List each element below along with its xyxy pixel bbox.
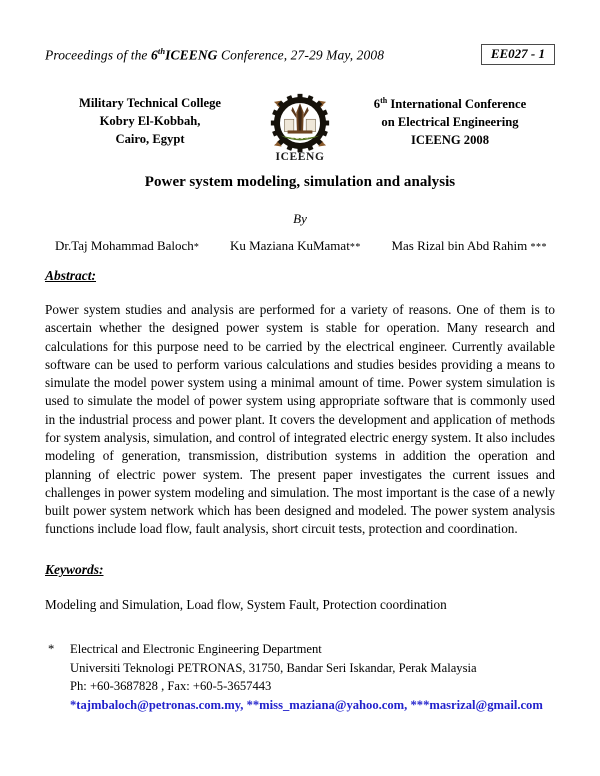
conference-number: 6	[151, 47, 158, 63]
conference-line-2: on Electrical Engineering	[381, 115, 519, 130]
author-name: Dr.Taj Mohammad Baloch	[55, 238, 194, 253]
conference-line-3: ICEENG 2008	[410, 132, 489, 147]
keywords-body: Modeling and Simulation, Load flow, System Fault, Protection coordination	[45, 597, 447, 612]
masthead	[45, 92, 555, 168]
footnote-marker: *	[48, 642, 55, 656]
footnote-contact: Ph: +60-3687828 , Fax: +60-5-3657443	[70, 679, 272, 693]
author-name: Ku Maziana KuMamat	[229, 238, 350, 253]
footnote-address: Universiti Teknologi PETRONAS, 31750, Bandar Seri Iskandar, Perak Malaysia	[70, 660, 477, 675]
keywords-heading: Keywords:	[45, 562, 104, 577]
by-label: By	[293, 211, 307, 226]
footnote-block	[48, 640, 555, 714]
running-head	[45, 44, 555, 65]
author-item	[55, 238, 199, 254]
author-name: Mas Rizal bin Abd Rahim	[391, 238, 531, 253]
conference-ordinal: th	[157, 45, 166, 56]
author-affiliation-marker: ***	[530, 242, 547, 253]
page-title: Power system modeling, simulation and analysis	[144, 174, 456, 190]
conference-block	[345, 92, 555, 150]
author-affiliation-marker: **	[349, 242, 361, 253]
conference-edition-number: 6	[373, 97, 381, 112]
paper-code-badge: EE027 - 1	[481, 44, 555, 65]
institution-block	[45, 92, 255, 149]
institution-line-3: Cairo, Egypt	[115, 131, 185, 146]
logo-caption: ICEENG	[275, 151, 325, 163]
proceedings-suffix: Conference, 27-29 May, 2008	[217, 47, 385, 63]
abstract-heading: Abstract:	[45, 268, 97, 283]
conference-line-1	[345, 95, 555, 114]
author-item	[230, 238, 361, 254]
footnote-department: Electrical and Electronic Engineering Department	[70, 642, 322, 656]
institution-line-1: Military Technical College	[79, 96, 222, 110]
conference-line-1-rest: International Conference	[387, 97, 527, 112]
author-list	[45, 238, 555, 254]
institution-line-2: Kobry El-Kobbah,	[99, 113, 201, 128]
conference-edition-ordinal: th	[380, 96, 388, 105]
abstract-body: Power system studies and analysis are performed for a variety of reasons. One of them is to ascertain whether the designed power system is stable for operation. Many research and calculations for this purpose need to be carried by the electrical engineer. Currently available software can be used to perform various calculations and studies besides providing a means to simulate the model power system using a minimal amount of time. Power system simulation is used to simulate the model of power system using appropriate software that is commonly used in the industrial process and power plant. It covers the development and application of methods for system analysis, simulation, and control of integrated electric energy system. It also includes modeling of generation, transmission, distribution systems in addition the operation and planning of electric power system. The present paper investigates the current issues and challenges in power system modeling and simulation. The most important is the case of a newly built power system network which has been designed and modeled. The power system analysis functions include load flow, fault analysis, short circuit tests, protection and coordination.	[45, 302, 555, 537]
conference-logo	[255, 92, 345, 163]
proceedings-prefix: Proceedings of the	[45, 47, 151, 63]
proceedings-line	[45, 46, 384, 64]
footnote-emails[interactable]: *tajmbaloch@petronas.com.my, **miss_maziana@yahoo.com, ***masrizal@gmail.com	[70, 697, 543, 712]
author-affiliation-marker: *	[193, 242, 200, 253]
iceeng-emblem-icon	[269, 92, 331, 154]
author-item	[391, 238, 547, 254]
conference-acronym: ICEENG	[165, 47, 218, 63]
